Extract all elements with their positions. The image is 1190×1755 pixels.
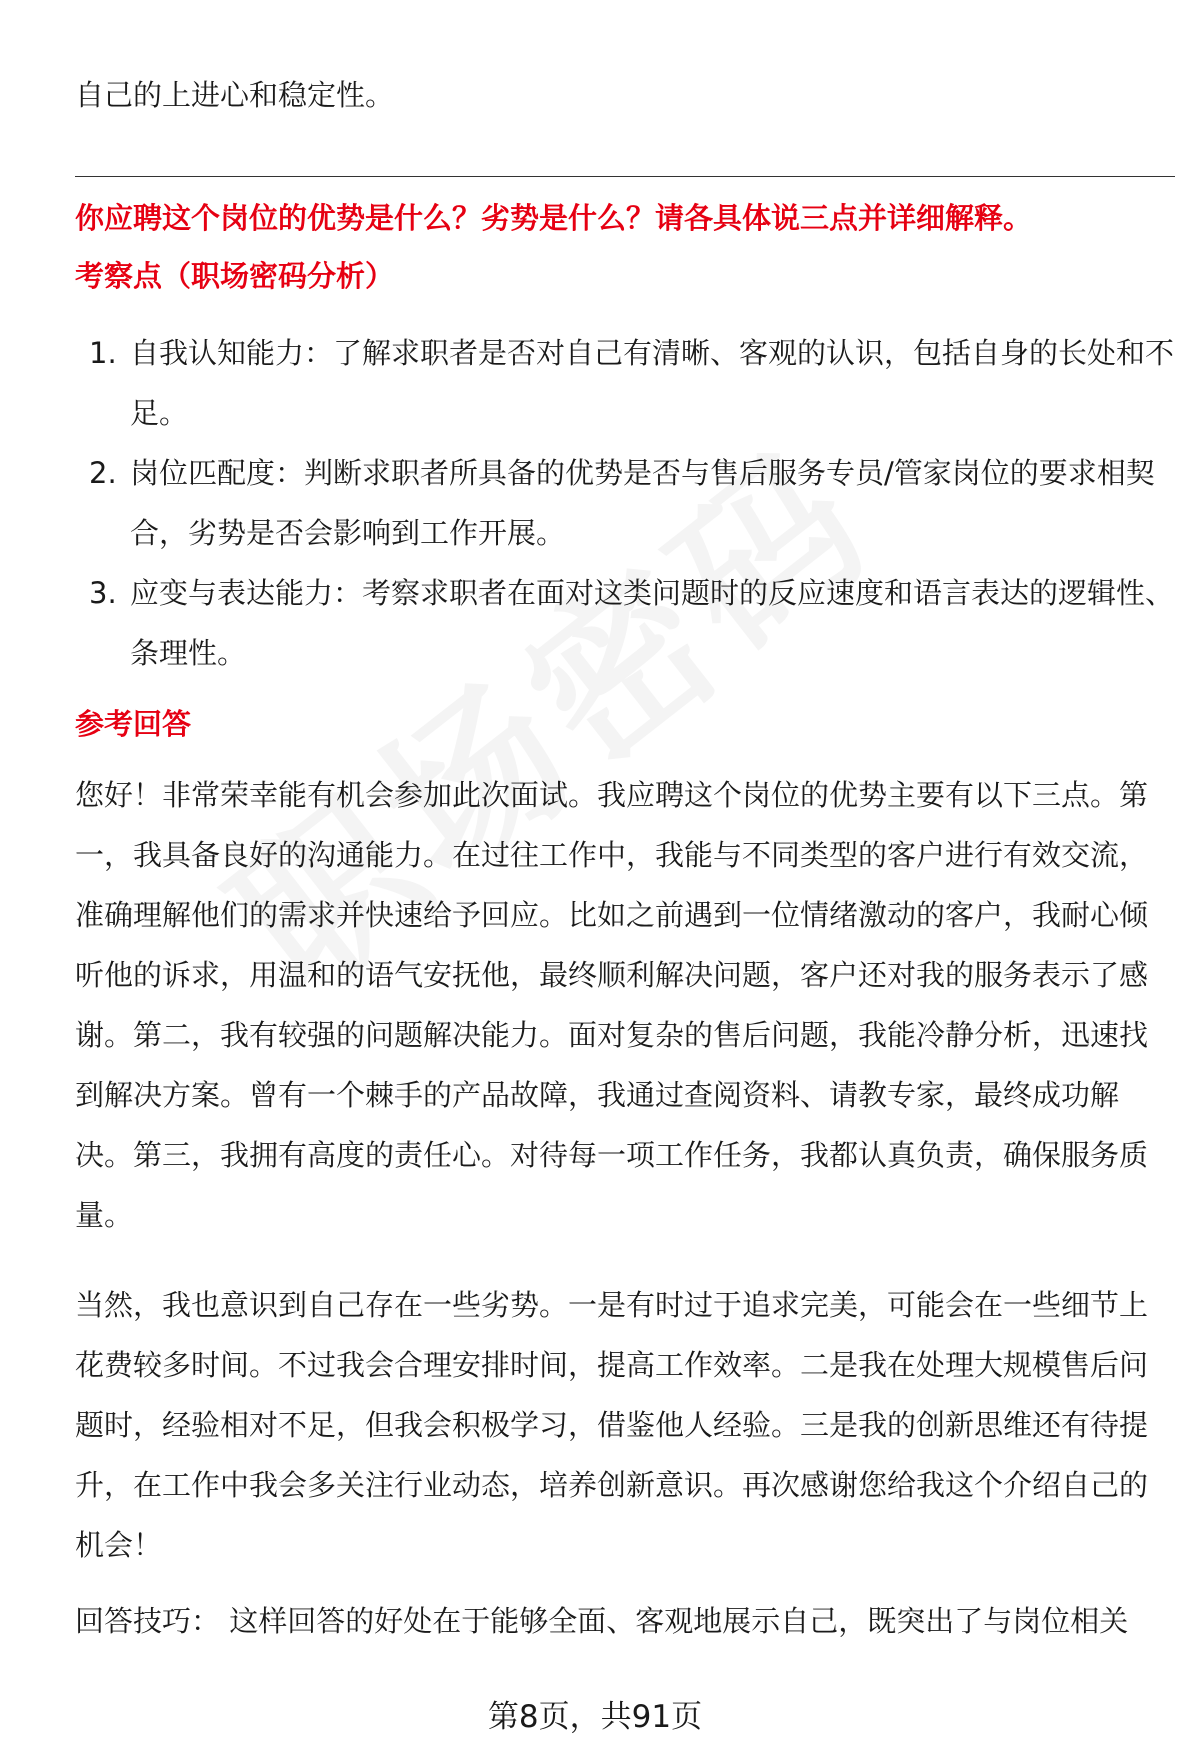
answer-paragraph-1: 您好！非常荣幸能有机会参加此次面试。我应聘这个岗位的优势主要有以下三点。第一，我具备良好的沟通能力。在过往工作中，我能与不同类型的客户进行有效交流，准确理解他们的需求并快速给予回应。比如之前遇到一位情绪激动的客户，我耐心倾听他的诉求，用温和的语气安抚他，最终顺利解决问题，客户还对我的服务表示了感谢。第二，我有较强的问题解决能力。面对复杂的售后问题，我能冷静分析，迅速找到解决方案。曾有一个棘手的产品故障，我通过查阅资料、请教专家，最终成功解决。第三，我拥有高度的责任心。对待每一项工作任务，我都认真负责，确保服务质量。 xyxy=(75,778,1149,1232)
point-text: 应变与表达能力：考察求职者在面对这类问题时的反应速度和语言表达的逻辑性、条理性。 xyxy=(130,576,1175,670)
page-number: 第8页，共91页 xyxy=(487,1699,703,1735)
examination-point-2 xyxy=(75,443,1175,563)
examination-title: 考察点（职场密码分析） xyxy=(75,259,395,293)
point-text: 岗位匹配度：判断求职者所具备的优势是否与售后服务专员/管家岗位的要求相契合，劣势是否会影响到工作开展。 xyxy=(130,456,1155,550)
page-content xyxy=(75,72,1175,1651)
point-number: 2. xyxy=(89,456,117,490)
answer-paragraph-2: 当然，我也意识到自己存在一些劣势。一是有时过于追求完美，可能会在一些细节上花费较多时间。不过我会合理安排时间，提高工作效率。二是我在处理大规模售后问题时，经验相对不足，但我会积极学习，借鉴他人经验。三是我的创新思维还有待提升，在工作中我会多关注行业动态，培养创新意识。再次感谢您给我这个介绍自己的机会！ xyxy=(75,1288,1149,1562)
interview-question: 你应聘这个岗位的优势是什么？劣势是什么？请各具体说三点并详细解释。 xyxy=(75,201,1033,235)
section-divider xyxy=(75,176,1175,177)
answer-title: 参考回答 xyxy=(75,707,192,741)
point-number: 3. xyxy=(89,576,117,610)
point-number: 1. xyxy=(89,336,117,370)
point-text: 自我认知能力：了解求职者是否对自己有清晰、客观的认识，包括自身的长处和不足。 xyxy=(130,336,1175,430)
answer-tips: 回答技巧： 这样回答的好处在于能够全面、客观地展示自己，既突出了与岗位相关 xyxy=(75,1604,1129,1638)
examination-points xyxy=(75,323,1175,683)
examination-point-3 xyxy=(75,563,1175,683)
examination-point-1 xyxy=(75,323,1175,443)
lead-text: 自己的上进心和稳定性。 xyxy=(75,78,395,112)
